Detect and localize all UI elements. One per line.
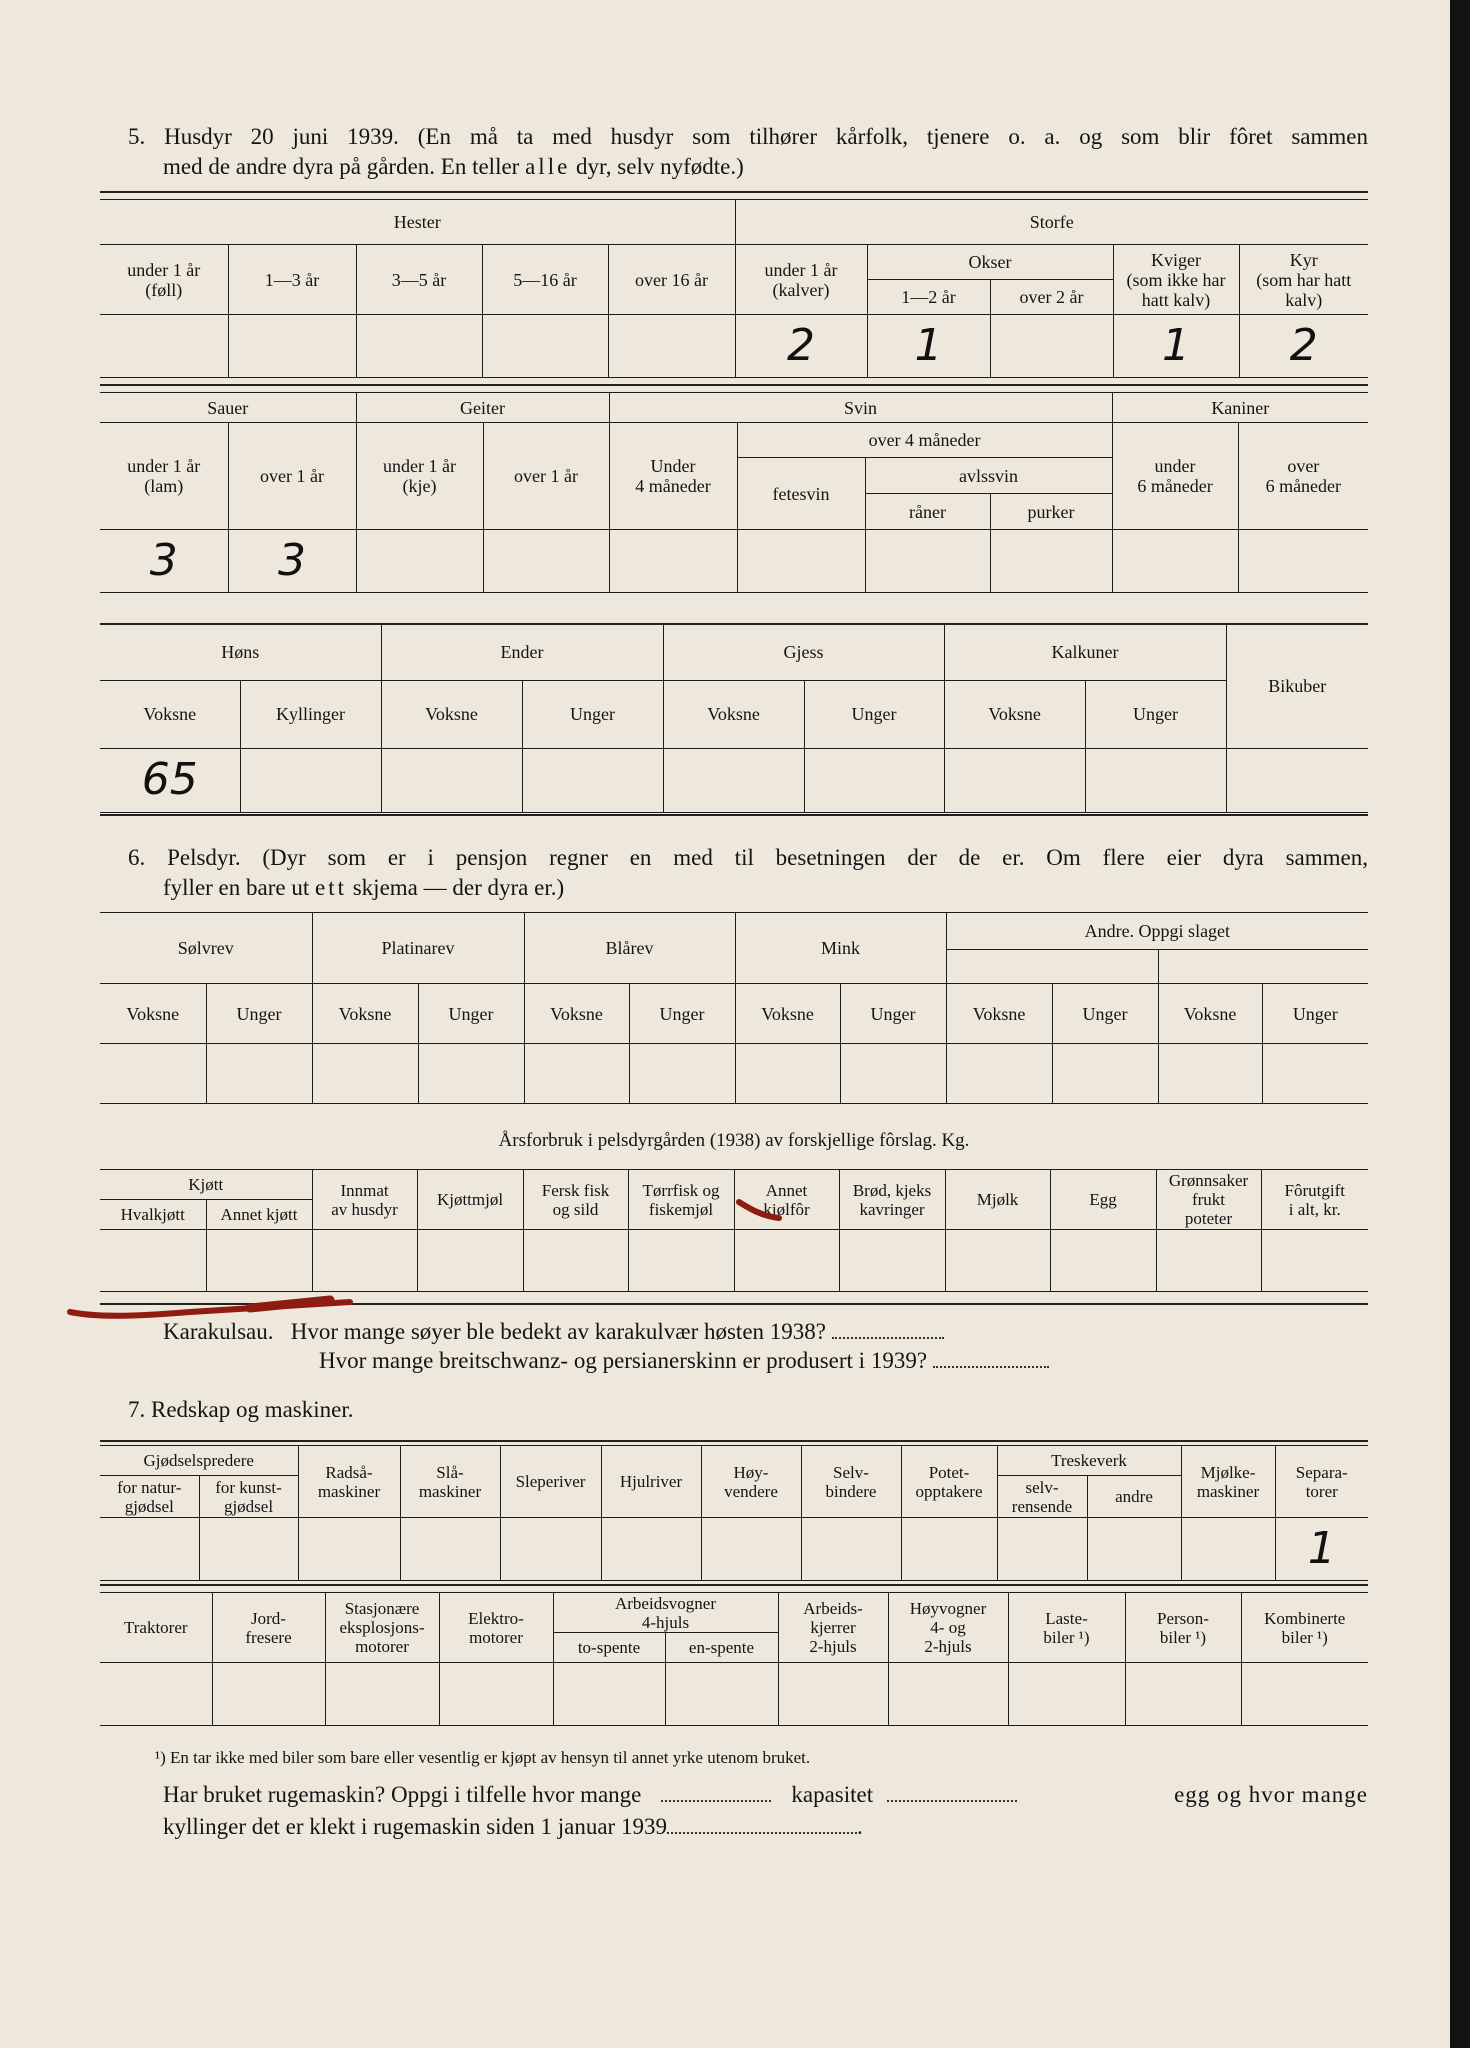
- col-egg: Egg: [1050, 1170, 1156, 1230]
- karakul-skins-field[interactable]: [933, 1366, 1049, 1368]
- over4-header: over 4 måneder: [737, 423, 1112, 458]
- separators-value[interactable]: 1: [1275, 1518, 1368, 1581]
- col-milk: Mjølk: [945, 1170, 1050, 1230]
- gjess-header: Gjess: [663, 624, 944, 680]
- cell[interactable]: [100, 315, 228, 378]
- col-heifers: Kviger (som ikke har hatt kalv): [1113, 245, 1239, 315]
- platinarev-header: Platinarev: [312, 913, 524, 984]
- cell[interactable]: [1085, 748, 1226, 812]
- other-species-2[interactable]: [1158, 950, 1368, 984]
- col-adult: Voksne: [735, 984, 840, 1044]
- col-hens-adult: Voksne: [100, 680, 240, 748]
- col-rabbits-over6: over 6 måneder: [1238, 423, 1368, 530]
- cell[interactable]: [482, 315, 608, 378]
- cell[interactable]: [1226, 748, 1368, 812]
- storfe-header: Storfe: [735, 200, 1368, 245]
- cell[interactable]: [312, 1044, 418, 1104]
- col-adult: Voksne: [312, 984, 418, 1044]
- cell[interactable]: [212, 1663, 325, 1726]
- col-separators: Separa- torer: [1275, 1446, 1368, 1518]
- geiter-header: Geiter: [356, 393, 609, 423]
- spreaders-header: Gjødselspredere: [100, 1446, 298, 1476]
- col-young: Unger: [1262, 984, 1368, 1044]
- cell[interactable]: [439, 1663, 553, 1726]
- vehicle-footnote: ¹) En tar ikke med biler som bare eller vesentlig er kjøpt av hensyn til annet yrke utenom bruket.: [155, 1748, 811, 1767]
- cell[interactable]: [801, 1518, 901, 1581]
- cell[interactable]: [483, 530, 609, 593]
- cell[interactable]: [325, 1663, 439, 1726]
- col-oxen-1-2: 1—2 år: [867, 280, 990, 315]
- cell[interactable]: [1125, 1663, 1241, 1726]
- col-geese-young: Unger: [804, 680, 944, 748]
- col-other-feed: Annet kjølfôr: [734, 1170, 839, 1230]
- fur-animals-table: [100, 912, 1368, 1104]
- cell[interactable]: [356, 315, 482, 378]
- red-pencil-mark: [735, 1196, 795, 1226]
- cell[interactable]: [1050, 1230, 1156, 1292]
- col-lambs: under 1 år (lam): [100, 423, 228, 530]
- col-tedders: Høy- vendere: [701, 1446, 801, 1518]
- col-ducks-adult: Voksne: [381, 680, 522, 748]
- cell[interactable]: [888, 1663, 1008, 1726]
- cell[interactable]: [1008, 1663, 1125, 1726]
- col-whale-meat: Hvalkjøtt: [100, 1200, 206, 1230]
- col-natural-manure: for natur- gjødsel: [100, 1476, 199, 1518]
- solvrev-header: Sølvrev: [100, 913, 312, 984]
- col-pigs-under4: Under 4 måneder: [609, 423, 737, 530]
- poultry-table: [100, 624, 1368, 813]
- section5-heading-line2: med de andre dyra på gården. En teller alle dyr, selv nyfødte.): [163, 154, 744, 179]
- sheep-goats-pigs-table: [100, 392, 1368, 593]
- cell[interactable]: [701, 1518, 801, 1581]
- divider: [100, 1584, 1368, 1586]
- calves-value[interactable]: 2: [735, 315, 867, 378]
- col-adult: Voksne: [524, 984, 629, 1044]
- col-hay-wagons: Høyvogner 4- og 2-hjuls: [888, 1593, 1008, 1663]
- wagons-header: Arbeidsvogner 4-hjuls: [553, 1593, 778, 1633]
- col-calves: under 1 år (kalver): [735, 245, 867, 315]
- col-young: Unger: [206, 984, 312, 1044]
- cell[interactable]: [500, 1518, 601, 1581]
- cell[interactable]: [804, 748, 944, 812]
- col-young: Unger: [629, 984, 735, 1044]
- col-feed-cost: Fôrutgift i alt, kr.: [1261, 1170, 1368, 1230]
- okser-header: Okser: [867, 245, 1113, 280]
- cell[interactable]: [356, 530, 483, 593]
- col-adult: Voksne: [1158, 984, 1262, 1044]
- cows-value[interactable]: 2: [1239, 315, 1368, 378]
- col-geese-adult: Voksne: [663, 680, 804, 748]
- cell[interactable]: [735, 1044, 840, 1104]
- cell[interactable]: [523, 1230, 628, 1292]
- cell[interactable]: [1262, 1044, 1368, 1104]
- col-turkeys-adult: Voksne: [944, 680, 1085, 748]
- col-ducks-young: Unger: [522, 680, 663, 748]
- cell[interactable]: [839, 1230, 945, 1292]
- oxen-1-2-value[interactable]: 1: [867, 315, 990, 378]
- col-goats-over1: over 1 år: [483, 423, 609, 530]
- col-other-meat: Annet kjøtt: [206, 1200, 312, 1230]
- cell[interactable]: [1158, 1044, 1262, 1104]
- cell[interactable]: [100, 1663, 212, 1726]
- cell[interactable]: [778, 1663, 888, 1726]
- col-offal: Innmat av husdyr: [312, 1170, 417, 1230]
- mink-header: Mink: [735, 913, 946, 984]
- hons-header: Høns: [100, 624, 381, 680]
- col-cows: Kyr (som har hatt kalv): [1239, 245, 1368, 315]
- col-wheel-rakes: Hjulriver: [601, 1446, 701, 1518]
- col-fattening-pigs: fetesvin: [737, 458, 865, 530]
- incubator-line2: kyllinger det er klekt i rugemaskin siden 1 januar 1939 .: [163, 1814, 863, 1839]
- kaniner-header: Kaniner: [1112, 393, 1368, 423]
- col-potato-diggers: Potet- opptakere: [901, 1446, 997, 1518]
- col-one-horse: en-spente: [665, 1633, 778, 1663]
- chicks-hatched-field[interactable]: [667, 1832, 857, 1834]
- col-milking-machines: Mjølke- maskiner: [1181, 1446, 1275, 1518]
- col-horse-3-5: 3—5 år: [356, 245, 482, 315]
- cell[interactable]: [945, 1230, 1050, 1292]
- vehicles-table: [100, 1592, 1368, 1726]
- cell[interactable]: [840, 1044, 946, 1104]
- col-vegetables: Grønnsaker frukt poteter: [1156, 1170, 1261, 1230]
- lambs-value[interactable]: 3: [100, 530, 228, 593]
- col-kids: under 1 år (kje): [356, 423, 483, 530]
- cell[interactable]: [608, 315, 735, 378]
- feed-table-title: Årsforbruk i pelsdyrgården (1938) av forskjellige fôrslag. Kg.: [498, 1130, 970, 1151]
- karakul-ewes-field[interactable]: [832, 1337, 944, 1339]
- cell[interactable]: [865, 530, 990, 593]
- heifers-value[interactable]: 1: [1113, 315, 1239, 378]
- col-lorries: Laste- biler ¹): [1008, 1593, 1125, 1663]
- cell[interactable]: [100, 1044, 206, 1104]
- cell[interactable]: [990, 530, 1112, 593]
- cell[interactable]: [400, 1518, 500, 1581]
- cell[interactable]: [944, 748, 1085, 812]
- col-bread: Brød, kjeks kavringer: [839, 1170, 945, 1230]
- col-chicks: Kyllinger: [240, 680, 381, 748]
- cell[interactable]: [522, 748, 663, 812]
- blarev-header: Blårev: [524, 913, 735, 984]
- threshers-header: Treskeverk: [997, 1446, 1181, 1476]
- scan-edge: [1450, 0, 1470, 2048]
- col-seed-drills: Radså- maskiner: [298, 1446, 400, 1518]
- kjott-header: Kjøtt: [100, 1170, 312, 1200]
- col-binders: Selv- bindere: [801, 1446, 901, 1518]
- col-boars: råner: [865, 494, 990, 530]
- karakul-line1: Karakulsau. Hvor mange søyer ble bedekt av karakulvær høsten 1938?: [163, 1317, 944, 1346]
- col-horse-1-3: 1—3 år: [228, 245, 356, 315]
- cell[interactable]: [1181, 1518, 1275, 1581]
- col-oxen-over2: over 2 år: [990, 280, 1113, 315]
- incubator-capacity-field[interactable]: [887, 1800, 1017, 1802]
- cell[interactable]: [1238, 530, 1368, 593]
- cell[interactable]: [663, 748, 804, 812]
- col-young: Unger: [1052, 984, 1158, 1044]
- cell[interactable]: [298, 1518, 400, 1581]
- col-drag-rakes: Sleperiver: [500, 1446, 601, 1518]
- col-stationary-engines: Stasjonære eksplosjons- motorer: [325, 1593, 439, 1663]
- cell[interactable]: [609, 530, 737, 593]
- col-young: Unger: [840, 984, 946, 1044]
- cell[interactable]: [997, 1518, 1087, 1581]
- cell[interactable]: [734, 1230, 839, 1292]
- divider: [100, 1440, 1368, 1442]
- cell[interactable]: [629, 1044, 735, 1104]
- section7-heading: 7. Redskap og maskiner.: [128, 1397, 354, 1422]
- sheep-value[interactable]: 3: [228, 530, 356, 593]
- karakul-line2: Hvor mange breitschwanz- og persianerskinn er produsert i 1939?: [319, 1346, 1049, 1375]
- cell[interactable]: [418, 1044, 524, 1104]
- col-beehives: Bikuber: [1226, 624, 1368, 748]
- col-two-horse: to-spente: [553, 1633, 665, 1663]
- col-young: Unger: [418, 984, 524, 1044]
- other-species-1[interactable]: [946, 950, 1158, 984]
- col-adult: Voksne: [100, 984, 206, 1044]
- cell[interactable]: [553, 1663, 665, 1726]
- hens-value[interactable]: 65: [100, 748, 240, 812]
- col-rotary-tillers: Jord- freserе: [212, 1593, 325, 1663]
- sauer-header: Sauer: [100, 393, 356, 423]
- ender-header: Ender: [381, 624, 663, 680]
- col-tractors: Traktorer: [100, 1593, 212, 1663]
- col-horse-5-16: 5—16 år: [482, 245, 608, 315]
- col-electric-motors: Elektro- motorer: [439, 1593, 553, 1663]
- cell[interactable]: [990, 315, 1113, 378]
- cell[interactable]: [240, 748, 381, 812]
- implements-table: [100, 1445, 1368, 1581]
- col-mowers: Slå- maskiner: [400, 1446, 500, 1518]
- cell[interactable]: [1112, 530, 1238, 593]
- col-sows: purker: [990, 494, 1112, 530]
- divider: [100, 191, 1368, 193]
- cell[interactable]: [228, 315, 356, 378]
- section6-heading-line1: 6. Pelsdyr. (Dyr som er i pensjon regner en med til besetningen der de er. Om flere eier dyra sammen,: [128, 845, 1368, 870]
- section6-heading-line2: fyller en bare ut ett skjema — der dyra er.): [163, 875, 565, 900]
- cell[interactable]: [946, 1044, 1052, 1104]
- col-combined-cars: Kombinerte biler ¹): [1241, 1593, 1368, 1663]
- cell[interactable]: [199, 1518, 298, 1581]
- col-turkeys-young: Unger: [1085, 680, 1226, 748]
- cell[interactable]: [628, 1230, 734, 1292]
- divider: [100, 814, 1368, 816]
- col-adult: Voksne: [946, 984, 1052, 1044]
- cell[interactable]: [1156, 1230, 1261, 1292]
- col-cars: Person- biler ¹): [1125, 1593, 1241, 1663]
- cell[interactable]: [1052, 1044, 1158, 1104]
- cell[interactable]: [1241, 1663, 1368, 1726]
- col-carts: Arbeids- kjerrer 2-hjuls: [778, 1593, 888, 1663]
- col-rabbits-under6: under 6 måneder: [1112, 423, 1238, 530]
- svin-header: Svin: [609, 393, 1112, 423]
- section5-heading-line1: 5. Husdyr 20 juni 1939. (En må ta med husdyr som tilhører kårfolk, tjenere o. a. og som blir fôret sammen: [128, 124, 1368, 149]
- cell[interactable]: [206, 1044, 312, 1104]
- breeding-header: avlssvin: [865, 458, 1112, 494]
- cell[interactable]: [737, 530, 865, 593]
- incubator-count-field[interactable]: [661, 1800, 771, 1802]
- red-pencil-mark: [60, 1180, 460, 1330]
- other-fur-header: Andre. Oppgi slaget: [946, 913, 1368, 950]
- cell[interactable]: [1261, 1230, 1368, 1292]
- col-foal: under 1 år (føll): [100, 245, 228, 315]
- col-dry-fish: Tørrfisk og fiskemjøl: [628, 1170, 734, 1230]
- kalkuner-header: Kalkuner: [944, 624, 1226, 680]
- cell[interactable]: [601, 1518, 701, 1581]
- cell[interactable]: [524, 1044, 629, 1104]
- col-horse-over16: over 16 år: [608, 245, 735, 315]
- cell[interactable]: [1087, 1518, 1181, 1581]
- cell[interactable]: [665, 1663, 778, 1726]
- divider: [100, 384, 1368, 386]
- cell[interactable]: [381, 748, 522, 812]
- cell[interactable]: [901, 1518, 997, 1581]
- col-meat-meal: Kjøttmjøl: [417, 1170, 523, 1230]
- cell[interactable]: [100, 1518, 199, 1581]
- col-fresh-fish: Fersk fisk og sild: [523, 1170, 628, 1230]
- incubator-line1: Har bruket rugemaskin? Oppgi i tilfelle hvor mange kapasitet egg og hvor mange: [163, 1782, 1368, 1807]
- col-other-threshers: andre: [1087, 1476, 1181, 1518]
- col-fertilizer: for kunst- gjødsel: [199, 1476, 298, 1518]
- horses-cattle-table: [100, 199, 1368, 378]
- hester-header: Hester: [100, 200, 735, 245]
- col-sheep-over1: over 1 år: [228, 423, 356, 530]
- col-self-cleaning: selv- rensende: [997, 1476, 1087, 1518]
